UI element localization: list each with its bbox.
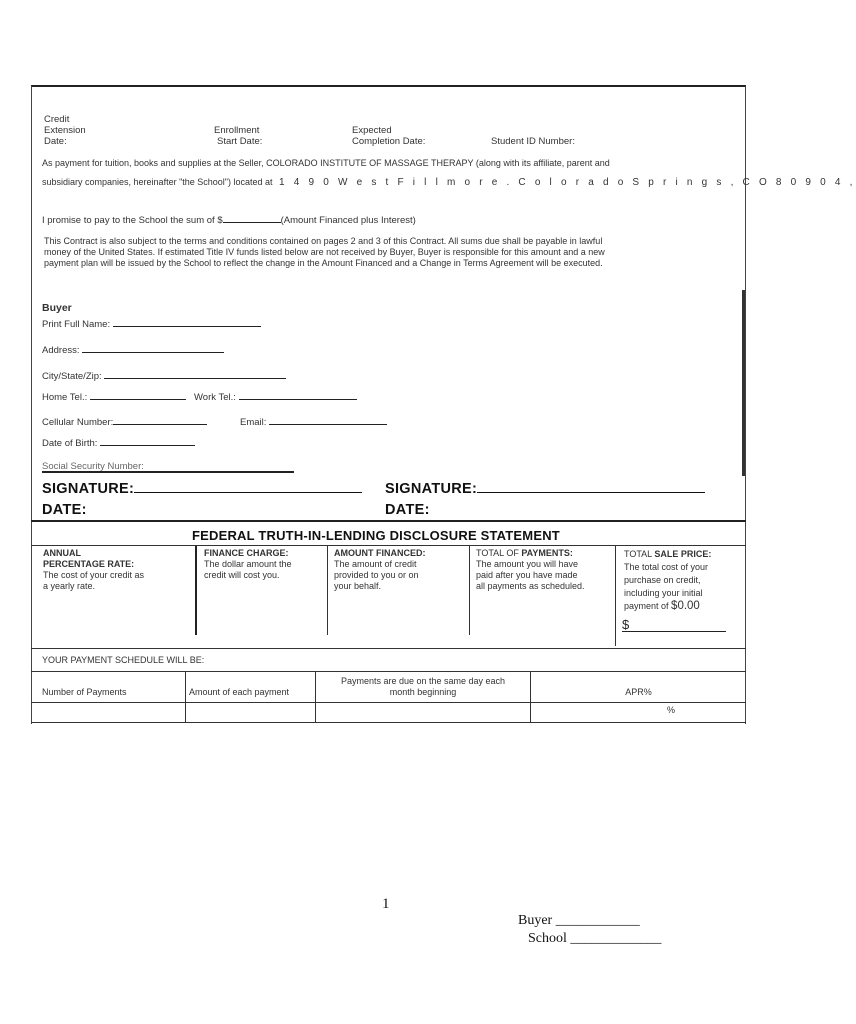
col-number-of-payments: Number of Payments bbox=[42, 687, 127, 697]
signature-right-input[interactable] bbox=[477, 480, 705, 493]
home-tel-field: Home Tel.: bbox=[42, 389, 186, 403]
total-sale-price-dollar: $ bbox=[622, 617, 630, 632]
amount-financed-blank[interactable] bbox=[223, 212, 281, 223]
school-initials-input[interactable]: _____________ bbox=[570, 931, 662, 946]
cell-input[interactable] bbox=[113, 414, 207, 425]
date-right: DATE: bbox=[385, 502, 430, 518]
address-input[interactable] bbox=[82, 342, 224, 353]
date-left: DATE: bbox=[42, 502, 87, 518]
initial-payment-value: $0.00 bbox=[671, 600, 700, 612]
dob-field: Date of Birth: bbox=[42, 435, 195, 449]
buyer-initials-input[interactable]: ____________ bbox=[555, 913, 640, 928]
buyer-heading: Buyer bbox=[42, 302, 72, 314]
ssn-input-line[interactable] bbox=[42, 471, 294, 473]
page-number: 1 bbox=[382, 896, 390, 912]
payments-due-input[interactable] bbox=[316, 703, 529, 721]
signature-left-input[interactable] bbox=[134, 480, 362, 493]
email-input[interactable] bbox=[269, 414, 387, 425]
ssn-field: Social Security Number: bbox=[42, 461, 144, 472]
city-state-zip-field: City/State/Zip: bbox=[42, 368, 286, 382]
expected-completion-label: Expected Completion Date: bbox=[352, 125, 426, 147]
promise-line: I promise to pay to the School the sum of $ (Amount Financed plus Interest) bbox=[42, 212, 416, 226]
total-payments-box: TOTAL OF PAYMENTS: The amount you will have paid after you have made all payments as scheduled. bbox=[476, 548, 585, 591]
enrollment-start-label: Enrollment Start Date: bbox=[214, 125, 263, 147]
schedule-top-rule bbox=[31, 648, 746, 649]
total-sale-price-box: TOTAL SALE PRICE: The total cost of your purchase on credit, including your initial payment of $0.00 bbox=[624, 549, 712, 612]
city-state-zip-input[interactable] bbox=[104, 368, 286, 379]
contract-paragraph: This Contract is also subject to the terms and conditions contained on pages 2 and 3 of this Contract. All sums due shall be payable in lawful money of the United States. If estimated Title IV funds listed below are not received by Buyer, Buyer is responsible for this amount and a new payment plan will be issued by the School to reflect the change in the Amount Financed and a Change in Terms Agreement will be executed. bbox=[44, 236, 605, 268]
signature-right: SIGNATURE: bbox=[385, 480, 705, 497]
finance-charge-box: FINANCE CHARGE: The dollar amount the credit will cost you. bbox=[204, 548, 292, 580]
email-field: Email: bbox=[240, 414, 387, 428]
total-sale-price-input-line[interactable] bbox=[622, 631, 726, 632]
buyer-initials: Buyer ____________ bbox=[518, 913, 640, 928]
frame-accent-bar bbox=[742, 290, 745, 476]
col-divider-4 bbox=[615, 546, 616, 646]
col-divider-3 bbox=[469, 546, 470, 635]
col-apr: APR% bbox=[625, 687, 652, 697]
dob-input[interactable] bbox=[100, 435, 195, 446]
col-divider-2 bbox=[327, 546, 328, 635]
number-of-payments-input[interactable] bbox=[32, 703, 184, 721]
cell-field: Cellular Number: bbox=[42, 414, 207, 428]
schedule-header-rule bbox=[31, 671, 746, 672]
disclosure-title: FEDERAL TRUTH-IN-LENDING DISCLOSURE STATEMENT bbox=[192, 528, 560, 543]
amount-financed-box: AMOUNT FINANCED: The amount of credit provided to you or on your behalf. bbox=[334, 548, 426, 591]
amount-each-payment-input[interactable] bbox=[186, 703, 314, 721]
home-tel-input[interactable] bbox=[90, 389, 186, 400]
intro-line-2: subsidiary companies, hereinafter "the School") located at 1 4 9 0 W e s t F i l l m o r e . C o l o r a d o S p r i n g s , C O 8 0 9 0 4 , bbox=[42, 177, 856, 188]
print-name-input[interactable] bbox=[113, 316, 261, 327]
intro-line-1: As payment for tuition, books and supplies at the Seller, COLORADO INSTITUTE OF MASSAGE THERAPY (along with its affiliate, parent and bbox=[42, 158, 610, 168]
print-name-field: Print Full Name: bbox=[42, 316, 261, 330]
disclosure-header-rule bbox=[31, 545, 746, 546]
address-field: Address: bbox=[42, 342, 224, 356]
schedule-bottom-rule bbox=[31, 722, 746, 723]
col-payments-due: Payments are due on the same day each month beginning bbox=[340, 676, 506, 697]
school-address: 1 4 9 0 W e s t F i l l m o r e . C o l o r a d o S p r i n g s , C O 8 0 9 0 4 , bbox=[279, 177, 856, 188]
schedule-heading: YOUR PAYMENT SCHEDULE WILL BE: bbox=[42, 655, 205, 665]
work-tel-field: Work Tel.: bbox=[194, 389, 357, 403]
work-tel-input[interactable] bbox=[239, 389, 357, 400]
col-divider-1 bbox=[195, 546, 197, 635]
student-id-label: Student ID Number: bbox=[491, 136, 575, 147]
disclosure-top-rule bbox=[31, 520, 746, 522]
school-initials: School _____________ bbox=[528, 931, 662, 946]
apr-box: ANNUAL PERCENTAGE RATE: The cost of your credit as a yearly rate. bbox=[43, 548, 145, 591]
col-amount-each-payment: Amount of each payment bbox=[189, 687, 290, 697]
apr-value: % bbox=[666, 705, 675, 715]
credit-extension-label: Credit Extension Date: bbox=[44, 114, 86, 147]
signature-left: SIGNATURE: bbox=[42, 480, 362, 497]
